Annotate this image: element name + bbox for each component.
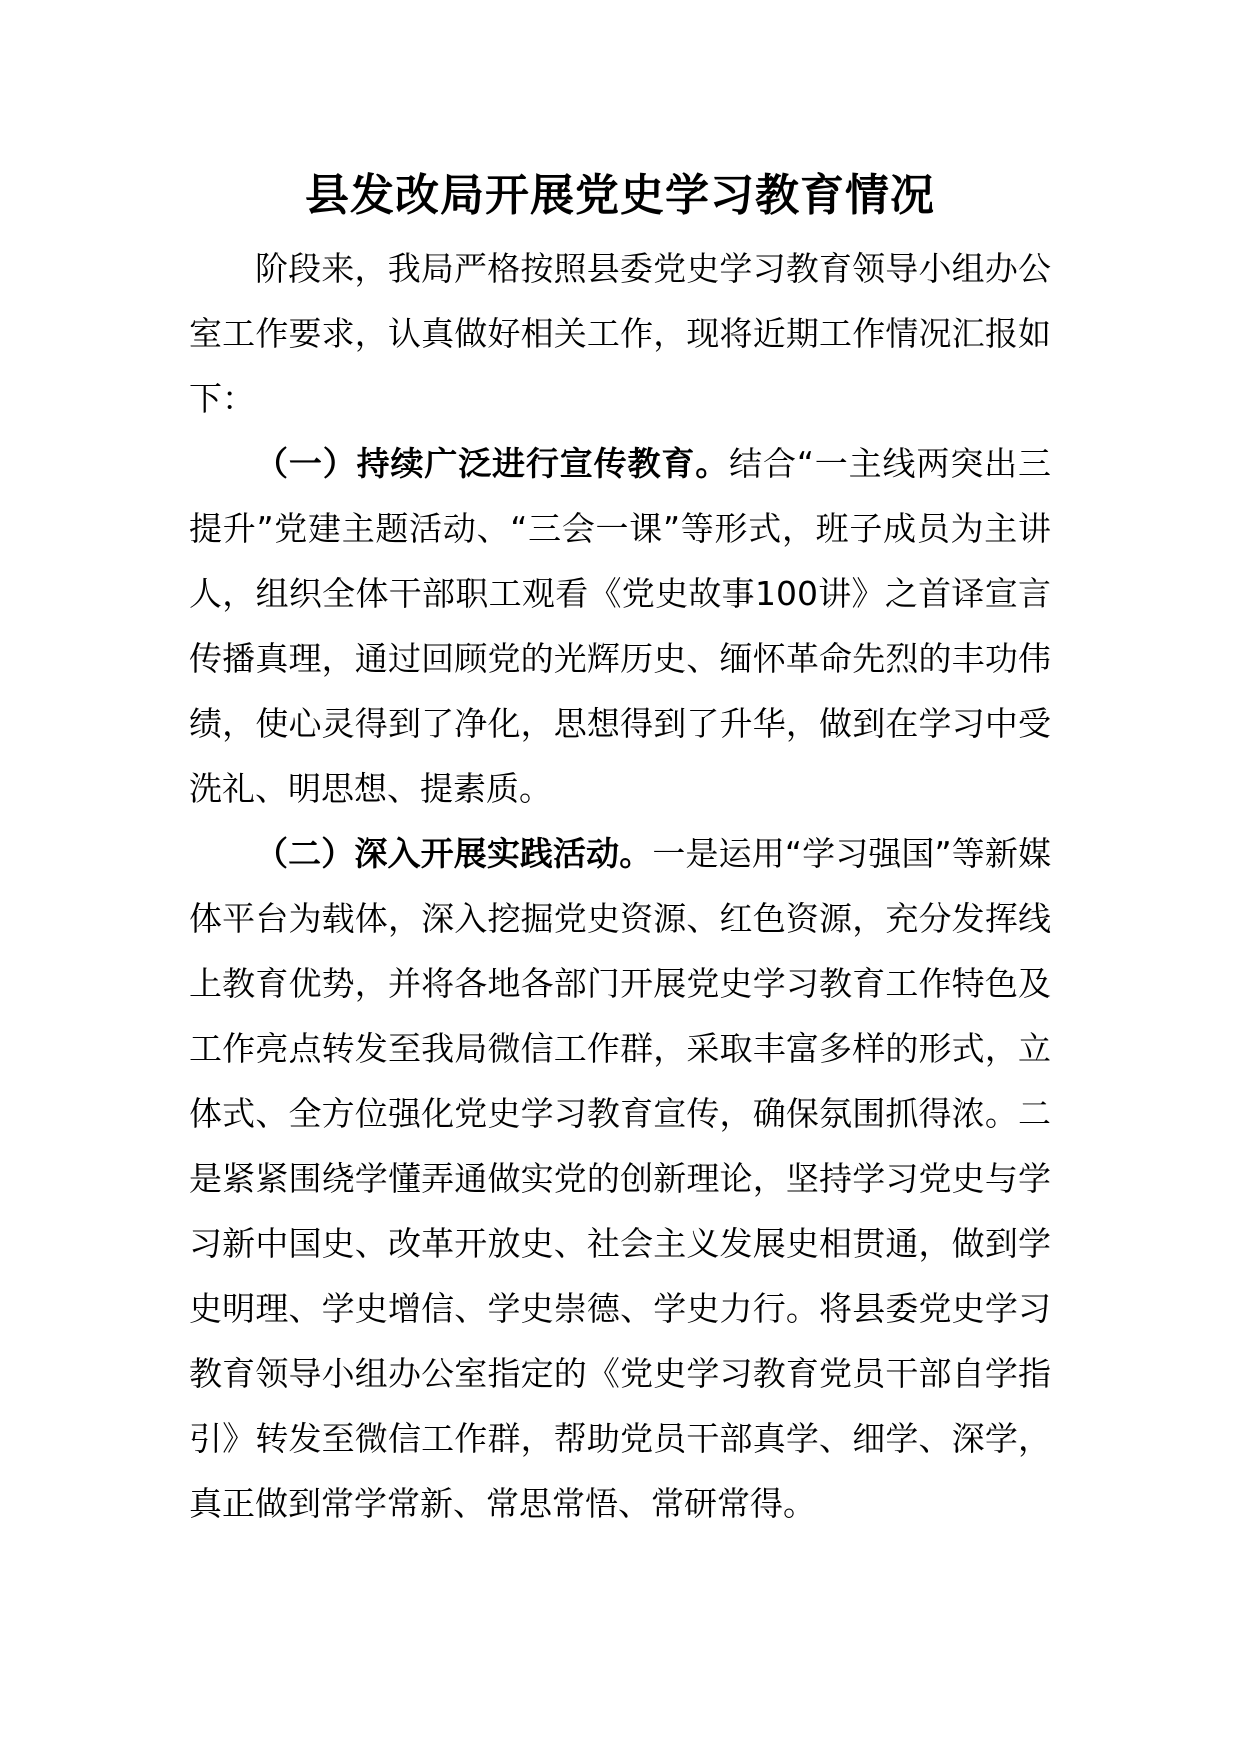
document-title: 县发改局开展党史学习教育情况 — [305, 170, 935, 221]
intro-paragraph: 阶段来，我局严格按照县委党史学习教育领导小组办公室工作要求，认真做好相关工作，现将近期工作情况汇报如下： — [189, 249, 1051, 418]
section-paragraph-1 — [189, 431, 1051, 821]
section-heading-2: （二）深入开展实践活动。 — [255, 834, 653, 873]
section-text-1: 结合“一主线两突出三提升”党建主题活动、“三会一课”等形式，班子成员为主讲人，组织全体干部职工观看《党史故事100讲》之首译宣言 传播真理，通过回顾党的光辉历史、缅怀革命先烈的丰功伟绩，使心灵得到了净化，思想得到了升华，做到在学习中受洗礼、明思想、提素质。 — [189, 444, 1051, 808]
section-paragraph-2 — [189, 821, 1051, 1536]
document-body — [189, 236, 1051, 1536]
section-text-2: 一是运用“学习强国”等新媒体平台为载体，深入挖掘党史资源、红色资源，充分发挥线上教育优势，并将各地各部门开展党史学习教育工作特色及工作亮点转发至我局微信工作群，采取丰富多样的形式，立体式、全方位强化党史学习教育宣传，确保氛围抓得浓。二是紧紧围绕学懂弄通做实党的创新理论，坚持学习党史与学习新中国史、改革开放史、社会主义发展史相贯通，做到学史明理、学史增信、学史崇德、学史力行。将县委党史学习教育领导小组办公室指定的《党史学习教育党员干部自学指引》转发至微信工作群，帮助党员干部真学、细学、深学，真正做到常学常新、常思常悟、常研常得。 — [189, 834, 1051, 1523]
section-heading-1: （一）持续广泛进行宣传教育。 — [255, 444, 730, 483]
